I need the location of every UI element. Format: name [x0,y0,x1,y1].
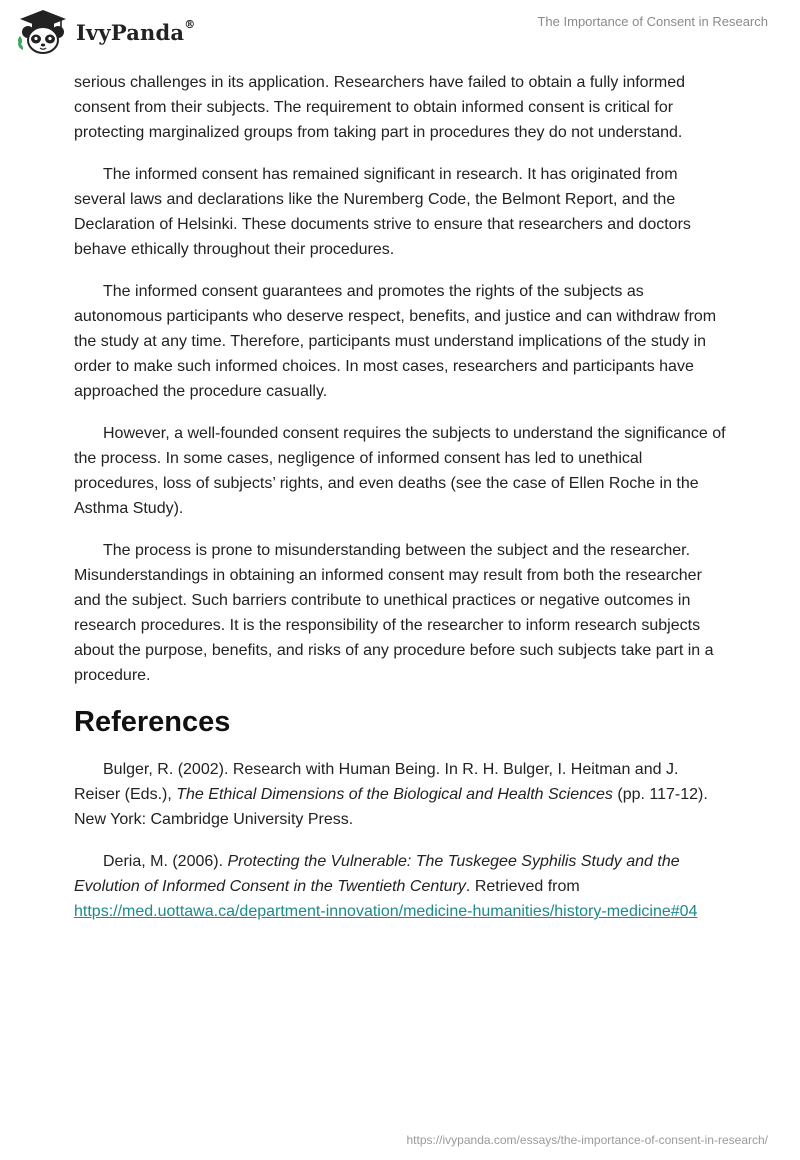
reference-entry [74,757,726,832]
footer-url: https://ivypanda.com/essays/the-importance-of-consent-in-research/ [406,1133,768,1147]
reference-text: (pp. 117-12). New York: Cambridge University Press. [74,786,708,828]
reference-text: Bulger, R. (2002). Research with Human Being. In R. H. Bulger, I. Heitman and J. Reiser (Eds.), [74,761,679,803]
references-heading: References [74,706,231,738]
panda-graduate-icon [14,8,72,56]
reference-title: Protecting the Vulnerable: The Tuskegee Syphilis Study and the Evolution of Informed Consent in the Twentieth Century [74,853,680,895]
reference-entry [74,849,726,924]
essay-content [74,70,726,941]
paragraph: The process is prone to misunderstanding between the subject and the researcher. Misunderstandings in obtaining an informed consent may result from both the researcher and the subject. Such barriers contribute to unethical practices or negative outcomes in research procedures. It is the responsibility of the researcher to inform research subjects about the purpose, benefits, and risks of any procedure before such subjects take part in a procedure. [74,542,714,684]
paragraph: serious challenges in its application. Researchers have failed to obtain a fully informed consent from their subjects. The requirement to obtain informed consent is critical for protecting marginalized groups from taking part in procedures they do not understand. [74,74,686,141]
paragraph: The informed consent guarantees and promotes the rights of the subjects as autonomous participants who deserve respect, benefits, and justice and can withdraw from the study at any time. Therefore, participants must understand implications of the study in order to make such informed choices. In most cases, researchers and participants have approached the procedure casually. [74,283,717,400]
brand-name: IvyPanda® [76,17,196,45]
reference-link[interactable]: https://med.uottawa.ca/department-innovation/medicine-humanities/history-medicine#04 [74,903,698,920]
page-header [0,0,800,70]
reference-text: . Retrieved from [465,878,580,895]
brand-logo[interactable] [14,8,195,56]
reference-title: The Ethical Dimensions of the Biological and Health Sciences [176,786,613,803]
paragraph: The informed consent has remained significant in research. It has originated from several laws and declarations like the Nuremberg Code, the Belmont Report, and the Declaration of Helsinki. These documents strive to ensure that researchers and doctors behave ethically throughout their procedures. [74,166,691,258]
running-title: The Importance of Consent in Research [537,14,768,29]
paragraph: However, a well-founded consent requires the subjects to understand the significance of the process. In some cases, negligence of informed consent has led to unethical procedures, loss of subjects’ rights, and even deaths (see the case of Ellen Roche in the Asthma Study). [74,425,726,517]
reference-text: Deria, M. (2006). [103,853,228,870]
